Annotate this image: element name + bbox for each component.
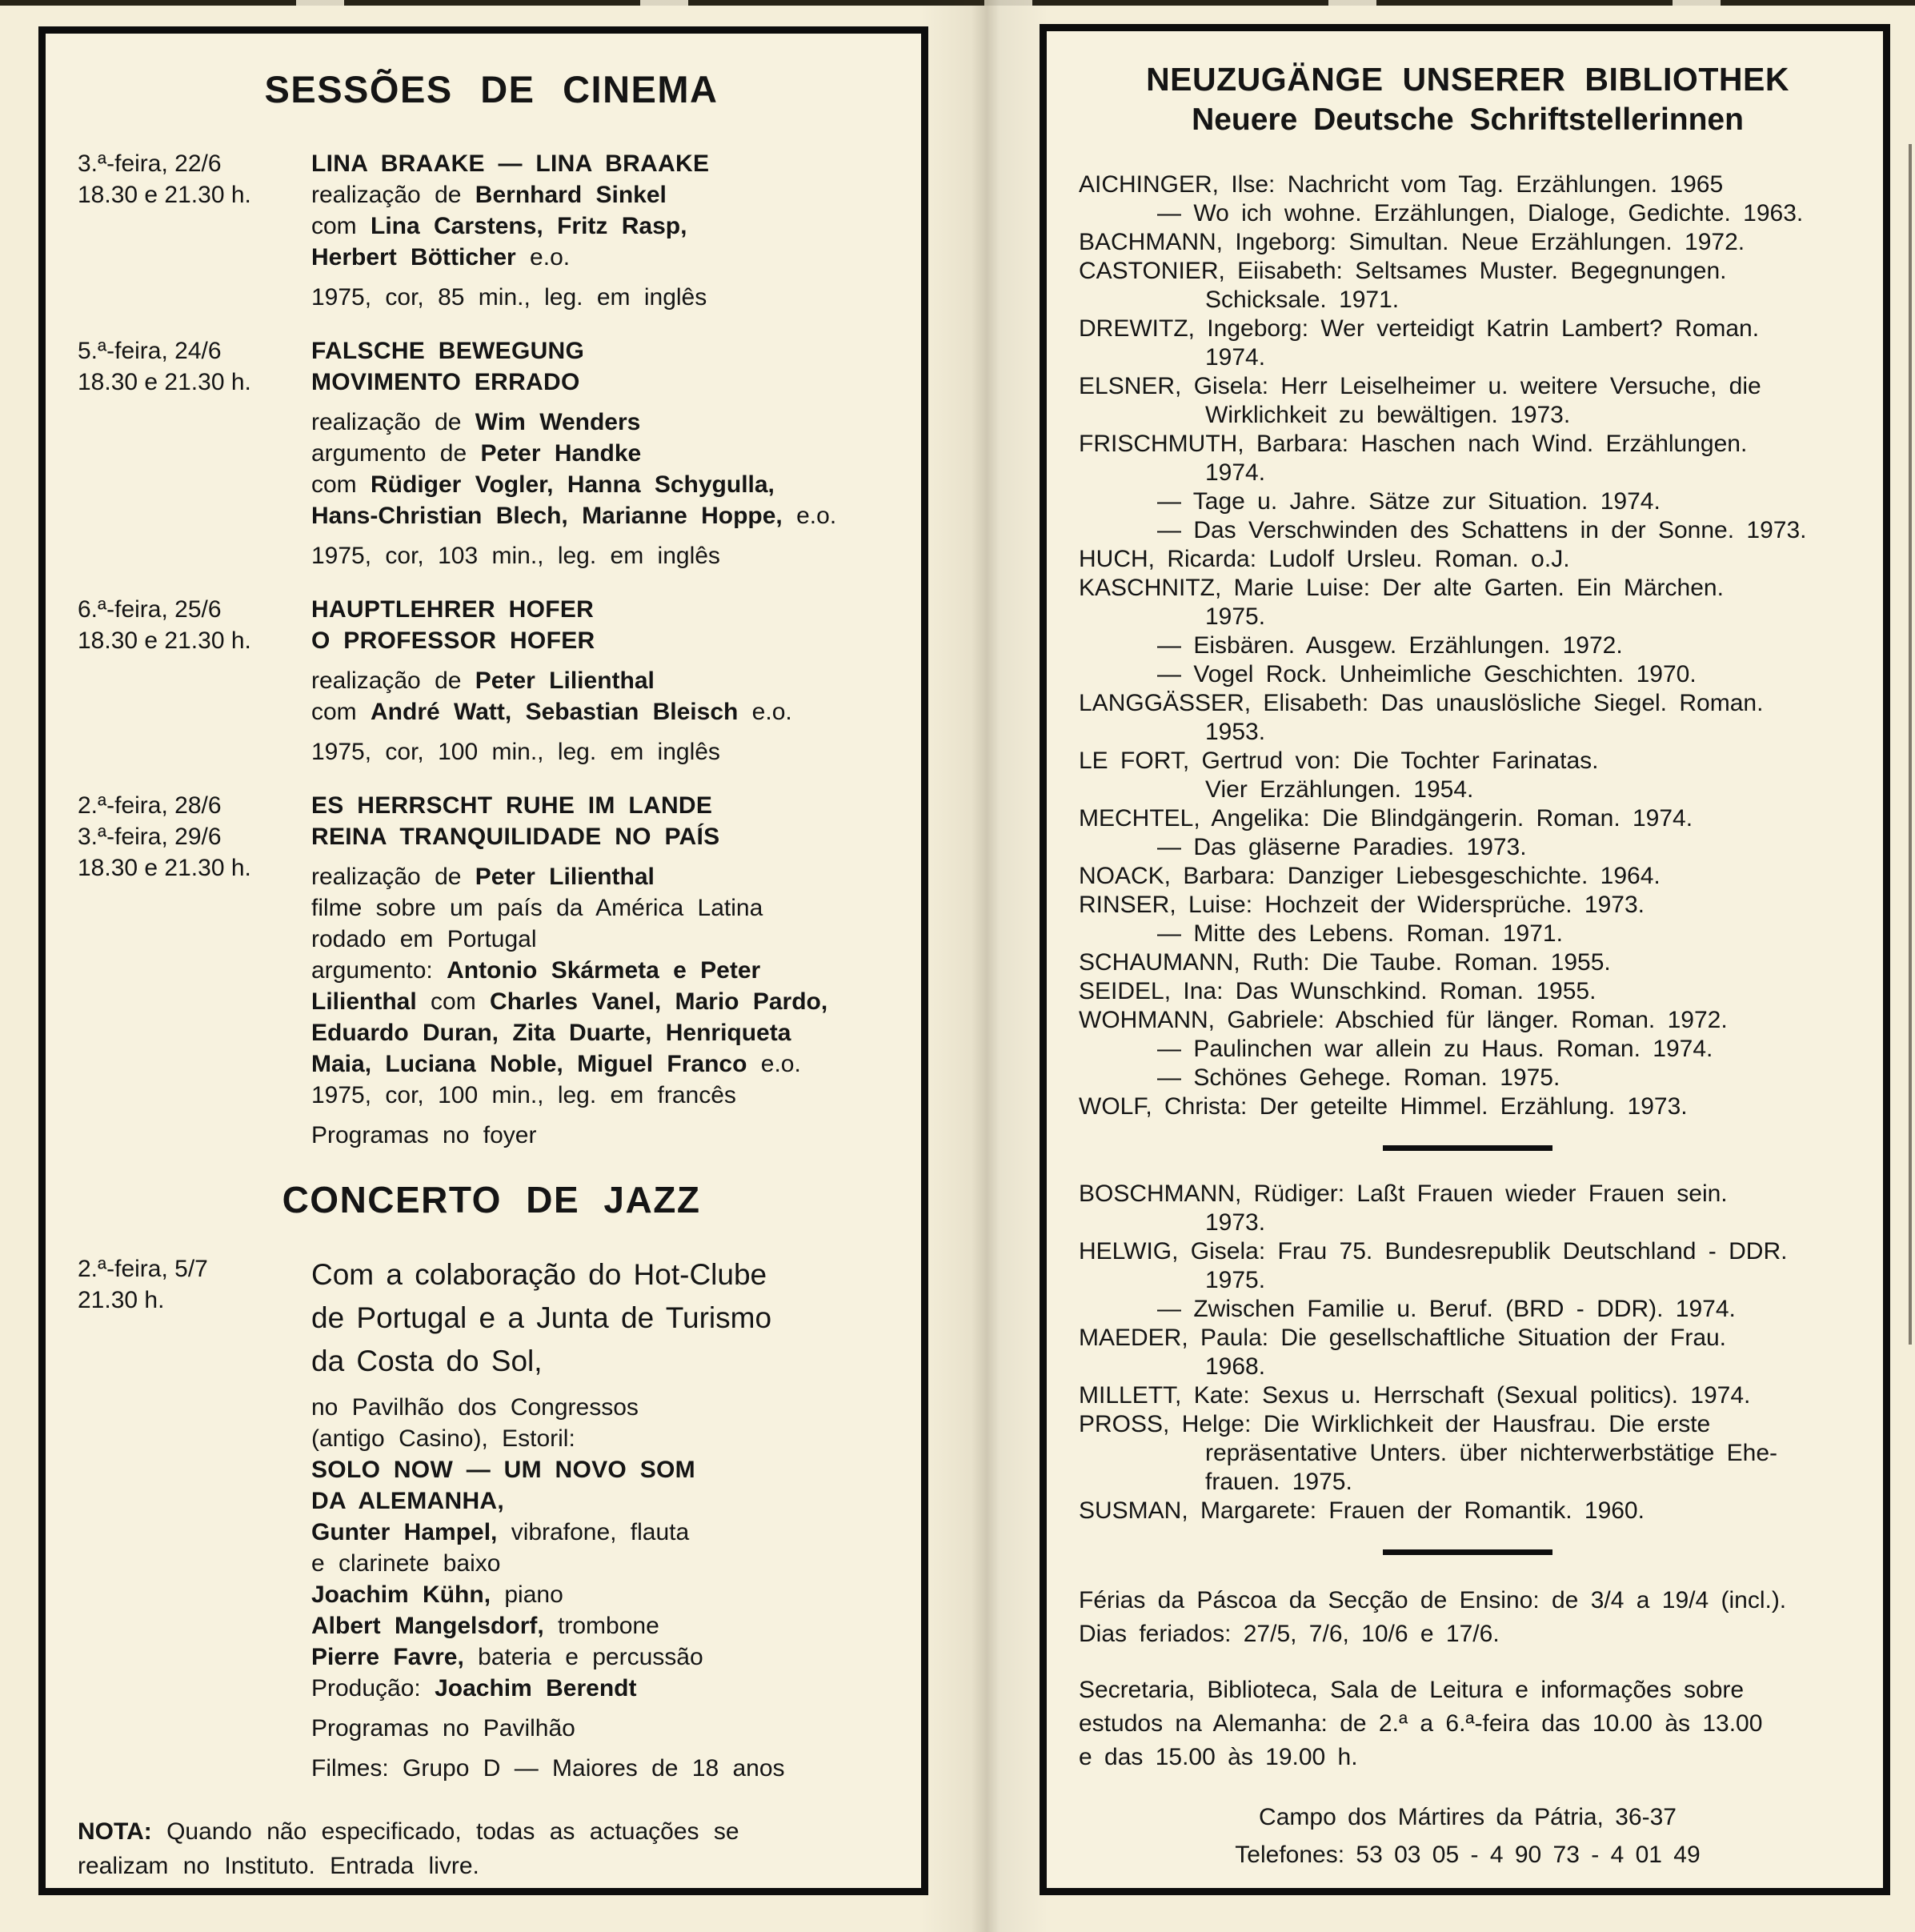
hours-note-line: Secretaria, Biblioteca, Sala de Leitura e informações sobre xyxy=(1079,1677,1745,1703)
session-details xyxy=(311,335,905,571)
session-date-line: 18.30 e 21.30 h. xyxy=(78,855,251,881)
holiday-notes-block xyxy=(1079,1584,1857,1651)
detail-line: rodado em Portugal xyxy=(311,926,537,952)
film-title-line: DA ALEMANHA, xyxy=(311,1488,505,1514)
right-page xyxy=(1040,24,1890,1895)
session-date-line: 5.ª-feira, 24/6 xyxy=(78,338,222,364)
book-entry-line: — Eisbären. Ausgew. Erzählungen. 1972. xyxy=(1157,632,1623,659)
session-dates xyxy=(78,790,311,1151)
opening-hours-block xyxy=(1079,1673,1857,1774)
library-title-line2: Neuere Deutsche Schriftstellerinnen xyxy=(1192,102,1744,137)
holiday-note-line: Férias da Páscoa da Secção de Ensino: de 3/4 a 19/4 (incl.). xyxy=(1079,1587,1787,1613)
book-entry-line: — Das Verschwinden des Schattens in der Sonne. 1973. xyxy=(1157,517,1807,543)
book-entry-line: SEIDEL, Ina: Das Wunschkind. Roman. 1955. xyxy=(1079,978,1597,1004)
session-date-line: 2.ª-feira, 5/7 xyxy=(78,1256,208,1282)
detail-line: Produção: Joachim Berendt xyxy=(311,1675,637,1702)
detail-line: realização de Peter Lilienthal xyxy=(311,864,655,890)
page-fold-crease xyxy=(920,0,1048,1932)
book-entry-line: 1953. xyxy=(1205,719,1266,745)
detail-line: Eduardo Duran, Zita Duarte, Henriqueta xyxy=(311,1020,791,1046)
book-entry-line: WOHMANN, Gabriele: Abschied für länger. Roman. 1972. xyxy=(1079,1007,1728,1033)
book-entry-line: — Das gläserne Paradies. 1973. xyxy=(1157,834,1527,860)
book-entry-line: MILLETT, Kate: Sexus u. Herrschaft (Sexual politics). 1974. xyxy=(1079,1382,1751,1409)
book-entry-line: DREWITZ, Ingeborg: Wer verteidigt Katrin Lambert? Roman. xyxy=(1079,315,1760,342)
session-row xyxy=(78,148,905,313)
jazz-session-block xyxy=(78,1253,905,1784)
detail-line: Gunter Hampel, vibrafone, flauta xyxy=(311,1519,690,1545)
cinema-session-list xyxy=(78,148,905,1151)
session-dates xyxy=(78,148,311,313)
session-details xyxy=(311,594,905,768)
book-entry-line: RINSER, Luise: Hochzeit der Widersprüche. 1973. xyxy=(1079,892,1645,918)
line-gap xyxy=(311,1704,903,1713)
detail-line: 1975, cor, 103 min., leg. em inglês xyxy=(311,543,720,569)
detail-line: argumento de Peter Handke xyxy=(311,440,642,467)
detail-line: realização de Bernhard Sinkel xyxy=(311,182,667,208)
film-title-line: MOVIMENTO ERRADO xyxy=(311,369,580,395)
detail-line: Programas no foyer xyxy=(311,1122,537,1148)
jazz-lead-line: de Portugal e a Junta de Turismo xyxy=(311,1301,772,1334)
session-row xyxy=(78,335,905,571)
book-entry-line: — Mitte des Lebens. Roman. 1971. xyxy=(1157,920,1563,947)
line-gap xyxy=(311,1744,903,1753)
film-title-line: ES HERRSCHT RUHE IM LANDE xyxy=(311,792,713,819)
book-entry-line: — Wo ich wohne. Erzählungen, Dialoge, Gedichte. 1963. xyxy=(1157,200,1804,226)
section-divider xyxy=(1383,1145,1552,1151)
detail-line: Herbert Bötticher e.o. xyxy=(311,244,571,271)
book-entry-line: HUCH, Ricarda: Ludolf Ursleu. Roman. o.J. xyxy=(1079,546,1570,572)
book-entry-line: Schicksale. 1971. xyxy=(1205,287,1400,313)
film-title-line: FALSCHE BEWEGUNG xyxy=(311,338,585,364)
address-block xyxy=(1079,1798,1857,1874)
book-entry-line: — Vogel Rock. Unheimliche Geschichten. 1970. xyxy=(1157,661,1697,687)
book-entry-line: Wirklichkeit zu bewältigen. 1973. xyxy=(1205,402,1571,428)
detail-line: com André Watt, Sebastian Bleisch e.o. xyxy=(311,699,792,725)
book-entry-line: MAEDER, Paula: Die gesellschaftliche Situation der Frau. xyxy=(1079,1325,1727,1351)
detail-line: realização de Peter Lilienthal xyxy=(311,667,655,694)
address-line: Telefones: 53 03 05 - 4 90 73 - 4 01 49 xyxy=(1235,1842,1701,1868)
detail-line: Hans-Christian Blech, Marianne Hoppe, e.o. xyxy=(311,503,837,529)
section-divider xyxy=(1383,1549,1552,1555)
book-entry-line: CASTONIER, Eiisabeth: Seltsames Muster. Begegnungen. xyxy=(1079,258,1727,284)
book-entry-line: BOSCHMANN, Rüdiger: Laßt Frauen wieder Frauen sein. xyxy=(1079,1180,1728,1207)
nota-line: realizam no Instituto. Entrada livre. xyxy=(78,1853,479,1879)
detail-line: Maia, Luciana Noble, Miguel Franco e.o. xyxy=(311,1051,801,1077)
session-details xyxy=(311,790,905,1151)
library-list-section-1 xyxy=(1079,170,1857,1121)
detail-line: Joachim Kühn, piano xyxy=(311,1581,563,1608)
detail-line: Lilienthal com Charles Vanel, Mario Pardo, xyxy=(311,988,828,1015)
nota-block xyxy=(78,1814,905,1883)
detail-line: Filmes: Grupo D — Maiores de 18 anos xyxy=(311,1755,785,1782)
jazz-lead-line: da Costa do Sol, xyxy=(311,1345,543,1377)
book-entry-line: PROSS, Helge: Die Wirklichkeit der Hausfrau. Die erste xyxy=(1079,1411,1711,1437)
film-title-line: SOLO NOW — UM NOVO SOM xyxy=(311,1457,695,1483)
detail-line: realização de Wim Wenders xyxy=(311,409,641,435)
session-date-line: 2.ª-feira, 28/6 xyxy=(78,792,222,819)
book-entry-line: BACHMANN, Ingeborg: Simultan. Neue Erzählungen. 1972. xyxy=(1079,229,1745,255)
book-entry-line: FRISCHMUTH, Barbara: Haschen nach Wind. Erzählungen. xyxy=(1079,431,1748,457)
book-entry-line: frauen. 1975. xyxy=(1205,1469,1352,1495)
line-gap xyxy=(311,398,903,407)
detail-line: 1975, cor, 100 min., leg. em francês xyxy=(311,1082,736,1108)
detail-line: Programas no Pavilhão xyxy=(311,1715,575,1742)
paper-right-edge-artifact xyxy=(1909,144,1912,1345)
session-dates xyxy=(78,335,311,571)
book-entry-line: 1974. xyxy=(1205,459,1266,486)
line-gap xyxy=(311,531,903,540)
hours-note-line: estudos na Alemanha: de 2.ª a 6.ª-feira das 10.00 às 13.00 xyxy=(1079,1710,1763,1737)
film-title-line: LINA BRAAKE — LINA BRAAKE xyxy=(311,150,710,177)
address-line: Campo dos Mártires da Pátria, 36-37 xyxy=(1259,1804,1677,1830)
session-date-line: 3.ª-feira, 22/6 xyxy=(78,150,222,177)
session-row xyxy=(78,790,905,1151)
session-details xyxy=(311,1253,905,1784)
detail-line: Albert Mangelsdorf, trombone xyxy=(311,1613,659,1639)
book-entry-line: repräsentative Unters. über nichterwerbstätige Ehe- xyxy=(1205,1440,1778,1466)
nota-line: NOTA: Quando não especificado, todas as actuações se xyxy=(78,1818,739,1845)
library-list-section-2 xyxy=(1079,1180,1857,1525)
detail-line: argumento: Antonio Skármeta e Peter xyxy=(311,957,761,984)
book-entry-line: WOLF, Christa: Der geteilte Himmel. Erzählung. 1973. xyxy=(1079,1093,1688,1120)
book-entry-line: LE FORT, Gertrud von: Die Tochter Farinatas. xyxy=(1079,748,1599,774)
book-entry-line: HELWIG, Gisela: Frau 75. Bundesrepublik Deutschland - DDR. xyxy=(1079,1238,1788,1265)
book-entry-line: ELSNER, Gisela: Herr Leiselheimer u. weitere Versuche, die xyxy=(1079,373,1761,399)
line-gap xyxy=(311,1383,903,1392)
detail-line: e clarinete baixo xyxy=(311,1550,501,1577)
left-page xyxy=(38,26,928,1895)
holiday-note-line: Dias feriados: 27/5, 7/6, 10/6 e 17/6. xyxy=(1079,1621,1500,1647)
book-entry-line: — Paulinchen war allein zu Haus. Roman. 1974. xyxy=(1157,1036,1713,1062)
book-entry-line: SUSMAN, Margarete: Frauen der Romantik. 1960. xyxy=(1079,1497,1645,1524)
jazz-lead-line: Com a colaboração do Hot-Clube xyxy=(311,1258,767,1291)
session-date-line: 21.30 h. xyxy=(78,1287,165,1313)
line-gap xyxy=(311,1111,903,1120)
session-dates xyxy=(78,1253,311,1784)
film-title-line: REINA TRANQUILIDADE NO PAÍS xyxy=(311,824,720,850)
book-entry-line: KASCHNITZ, Marie Luise: Der alte Garten. Ein Märchen. xyxy=(1079,575,1724,601)
session-date-line: 18.30 e 21.30 h. xyxy=(78,182,251,208)
detail-line: no Pavilhão dos Congressos xyxy=(311,1394,639,1421)
session-date-line: 6.ª-feira, 25/6 xyxy=(78,596,222,623)
line-gap xyxy=(311,656,903,665)
line-gap xyxy=(311,728,903,736)
book-entry-line: SCHAUMANN, Ruth: Die Taube. Roman. 1955. xyxy=(1079,949,1611,976)
book-entry-line: — Tage u. Jahre. Sätze zur Situation. 1974. xyxy=(1157,488,1661,515)
session-details xyxy=(311,148,905,313)
book-entry-line: — Zwischen Familie u. Beruf. (BRD - DDR). 1974. xyxy=(1157,1296,1736,1322)
jazz-section-title: CONCERTO DE JAZZ xyxy=(282,1179,701,1221)
book-entry-line: NOACK, Barbara: Danziger Liebesgeschichte. 1964. xyxy=(1079,863,1661,889)
session-date-line: 3.ª-feira, 29/6 xyxy=(78,824,222,850)
detail-line: filme sobre um país da América Latina xyxy=(311,895,763,921)
library-title-line1: NEUZUGÄNGE UNSERER BIBLIOTHEK xyxy=(1146,61,1789,98)
hours-note-line: e das 15.00 às 19.00 h. xyxy=(1079,1744,1358,1770)
book-entry-line: AICHINGER, Ilse: Nachricht vom Tag. Erzählungen. 1965 xyxy=(1079,171,1724,198)
cinema-section-title: SESSÕES DE CINEMA xyxy=(264,68,719,110)
session-dates xyxy=(78,594,311,768)
detail-line: com Rüdiger Vogler, Hanna Schygulla, xyxy=(311,471,775,498)
detail-line: 1975, cor, 85 min., leg. em inglês xyxy=(311,284,707,311)
session-row xyxy=(78,1253,905,1784)
detail-line: Pierre Favre, bateria e percussão xyxy=(311,1644,703,1670)
book-entry-line: 1975. xyxy=(1205,1267,1266,1293)
book-entry-line: 1975. xyxy=(1205,603,1266,630)
book-entry-line: MECHTEL, Angelika: Die Blindgängerin. Roman. 1974. xyxy=(1079,805,1693,832)
session-date-line: 18.30 e 21.30 h. xyxy=(78,627,251,654)
book-entry-line: Vier Erzählungen. 1954. xyxy=(1205,776,1474,803)
book-entry-line: 1974. xyxy=(1205,344,1266,371)
session-date-line: 18.30 e 21.30 h. xyxy=(78,369,251,395)
detail-line: 1975, cor, 100 min., leg. em inglês xyxy=(311,739,720,765)
detail-line: (antigo Casino), Estoril: xyxy=(311,1425,575,1452)
film-title-line: O PROFESSOR HOFER xyxy=(311,627,595,654)
session-row xyxy=(78,594,905,768)
book-entry-line: — Schönes Gehege. Roman. 1975. xyxy=(1157,1064,1560,1091)
film-title-line: HAUPTLEHRER HOFER xyxy=(311,596,595,623)
line-gap xyxy=(311,273,903,282)
book-entry-line: 1973. xyxy=(1205,1209,1266,1236)
detail-line: com Lina Carstens, Fritz Rasp, xyxy=(311,213,687,239)
book-entry-line: LANGGÄSSER, Elisabeth: Das unauslösliche Siegel. Roman. xyxy=(1079,690,1764,716)
line-gap xyxy=(311,852,903,861)
book-entry-line: 1968. xyxy=(1205,1353,1266,1380)
